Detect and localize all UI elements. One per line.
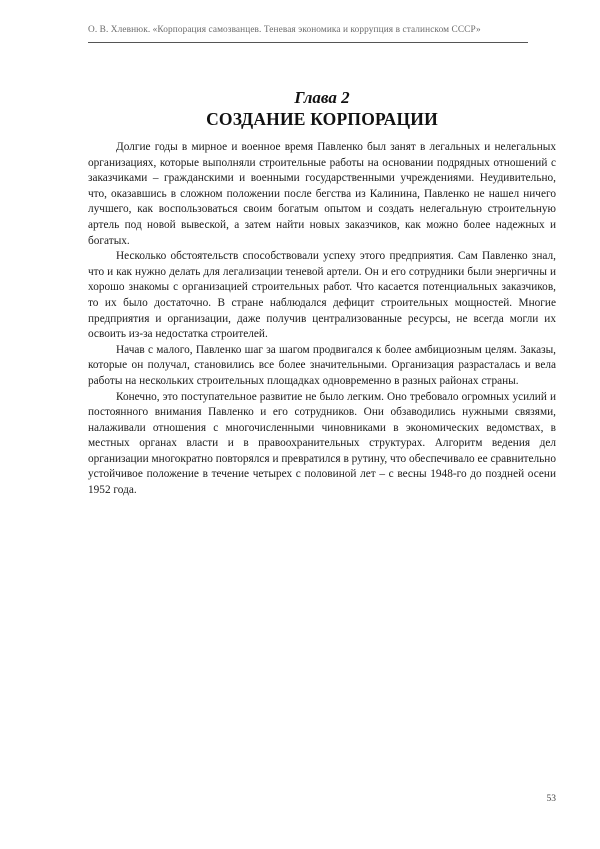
paragraph-4: Конечно, это поступательное развитие не было легким. Оно требовало огромных усилий и постоянного внимания Павленко и его сотрудников. Они обзаводились нужными связями, налаживали отношения с многочисленными чиновниками в экономических ведомствах, в местных органах власти и в правоохранительных структурах. Алгоритм ведения дел организации многократно повторялся и превратился в рутину, что обеспечивало ее сравнительно устойчивое положение в течение четырех с половиной лет – с весны 1948-го до поздней осени 1952 года. [88,390,556,497]
page-number: 53 [546,794,556,804]
paragraph-3: Начав с малого, Павленко шаг за шагом продвигался к более амбициозным целям. Заказы, которые он получал, становились все более значительными. Организация разрасталась и вела работы на нескольких строительных площадках одновременно в разных районах страны. [88,343,556,387]
header-rule [88,42,528,43]
paragraph-2: Несколько обстоятельств способствовали успеху этого предприятия. Сам Павленко знал, что и как нужно делать для легализации теневой артели. Он и его сотрудники были энергичны и хорошо знакомы с организацией строительных работ. Что касается потенциальных заказчиков, то их было достаточно. В стране наблюдался дефицит строительных мощностей. Многие предприятия и организации, даже получив централизованные ресурсы, не всегда могли их освоить из-за недостатка строителей. [88,250,556,341]
body-text [88,140,556,499]
chapter-title: СОЗДАНИЕ КОРПОРАЦИИ [206,109,438,129]
chapter-number: Глава 2 [294,88,350,107]
running-head: О. В. Хлевнюк. «Корпорация самозванцев. Теневая экономика и коррупция в сталинском СССР» [88,25,481,35]
paragraph-1: Долгие годы в мирное и военное время Павленко был занят в легальных и нелегальных организациях, которые выполняли строительные работы на основании подрядных отношений с заказчиками – гражданскими и военными государственными учреждениями. Неудивительно, что, оказавшись в сложном положении после бегства из Калинина, Павленко не нашел ничего лучшего, как воспользоваться своим богатым опытом и создать нелегальную строительную артель под новой вывеской, а затем найти новых заказчиков, как можно более надежных и богатых. [88,141,556,247]
